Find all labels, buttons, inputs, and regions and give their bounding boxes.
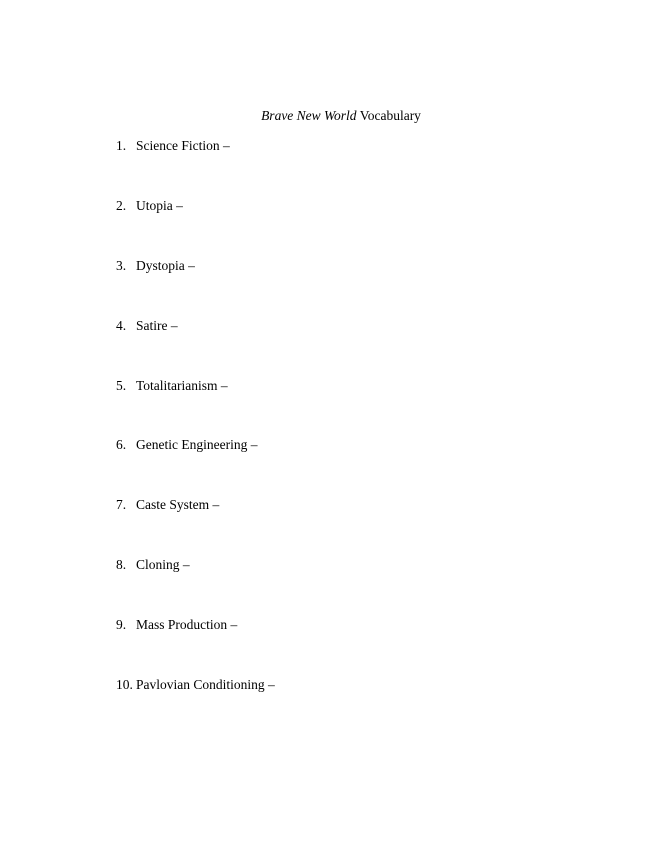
- list-item: [116, 257, 275, 317]
- item-number: 9.: [116, 617, 127, 633]
- vocabulary-list: [116, 137, 275, 736]
- item-term: Totalitarianism –: [136, 377, 228, 393]
- list-item: [116, 137, 275, 197]
- list-item: [116, 616, 275, 676]
- item-number: 8.: [116, 557, 127, 573]
- title-book-name: Brave New World: [261, 108, 357, 123]
- item-number: 10.: [116, 677, 133, 693]
- item-number: 4.: [116, 317, 127, 333]
- item-term: Utopia –: [136, 197, 183, 213]
- list-item: [116, 317, 275, 377]
- item-number: 5.: [116, 377, 127, 393]
- item-number: 7.: [116, 497, 127, 513]
- list-item: [116, 676, 275, 736]
- item-number: 6.: [116, 437, 127, 453]
- item-term: Dystopia –: [136, 257, 195, 273]
- item-term: Mass Production –: [136, 617, 238, 633]
- item-term: Science Fiction –: [136, 138, 230, 153]
- item-number: 2.: [116, 197, 127, 213]
- list-item: [116, 496, 275, 556]
- item-number: 1.: [116, 138, 127, 153]
- list-item: [116, 556, 275, 616]
- item-term: Genetic Engineering –: [136, 437, 258, 453]
- title-suffix: Vocabulary: [359, 108, 421, 123]
- item-term: Caste System –: [136, 497, 220, 513]
- page-title: [0, 107, 663, 125]
- item-term: Cloning –: [136, 557, 190, 573]
- list-item: [116, 436, 275, 496]
- item-term: Pavlovian Conditioning –: [136, 677, 275, 693]
- list-item: [116, 377, 275, 437]
- list-item: [116, 197, 275, 257]
- item-term: Satire –: [136, 317, 178, 333]
- item-number: 3.: [116, 257, 127, 273]
